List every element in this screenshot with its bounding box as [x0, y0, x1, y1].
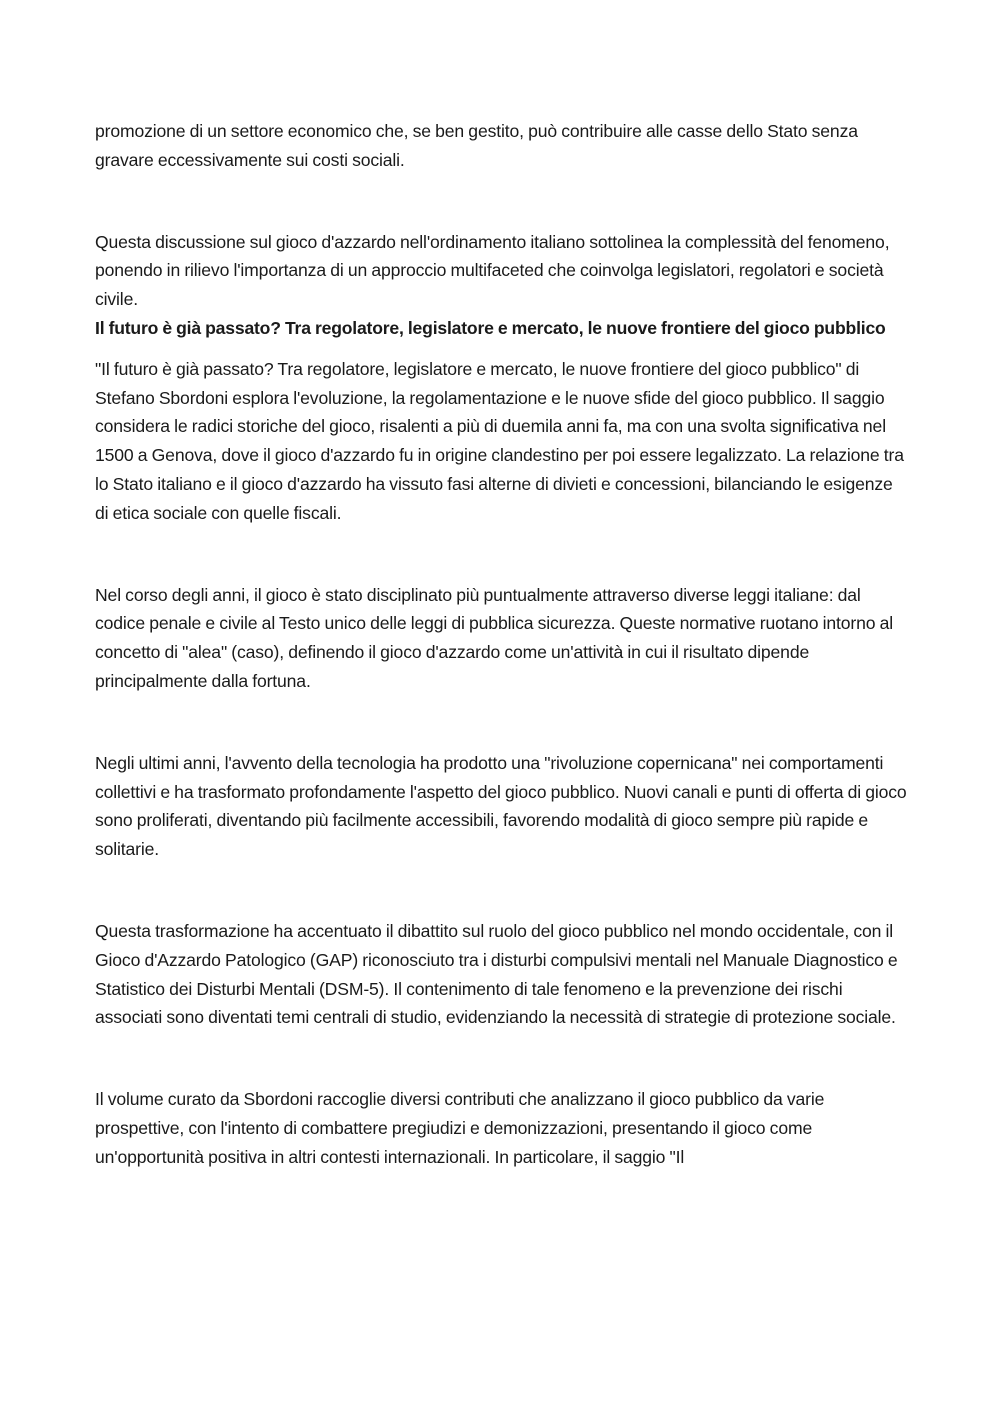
paragraph-technology: Negli ultimi anni, l'avvento della tecnologia ha prodotto una "rivoluzione copernicana" nei comportamenti collettivi e ha trasformato profondamente l'aspetto del gioco pubblico. Nuovi canali e punti di offerta di gioco sono proliferati, diventando più facilmente accessibili, favorendo modalità di gioco sempre più rapide e solitarie.: [95, 752, 907, 860]
section-heading: Il futuro è già passato? Tra regolatore, legislatore e mercato, le nuove frontiere del gioco pubblico: [95, 317, 886, 338]
paragraph-volume-contributions: Il volume curato da Sbordoni raccoglie diversi contributi che analizzano il gioco pubblico da varie prospettive, con l'intento di combattere pregiudizi e demonizzazioni, presentando il gioco come un'opportunità positiva in altri contesti internazionali. In particolare, il saggio "Il: [95, 1089, 825, 1167]
paragraph-discussion-summary: Questa discussione sul gioco d'azzardo nell'ordinamento italiano sottolinea la complessità del fenomeno, ponendo in rilievo l'importanza di un approccio multifaceted che coinvolga legislatori, regolatori e società civile.: [95, 231, 890, 310]
paragraph-legislation: Nel corso degli anni, il gioco è stato disciplinato più puntualmente attraverso diverse leggi italiane: dal codice penale e civile al Testo unico delle leggi di pubblica sicurezza. Queste normative ruotano intorno al concetto di "alea" (caso), definendo il gioco d'azzardo come un'attività in cui il risultato dipende principalmente dalla fortuna.: [95, 584, 893, 691]
document-page: [95, 117, 910, 1172]
paragraph-intro-continuation: promozione di un settore economico che, se ben gestito, può contribuire alle casse dello Stato senza gravare eccessivamente sui costi sociali.: [95, 121, 858, 170]
paragraph-gap-debate: Questa trasformazione ha accentuato il dibattito sul ruolo del gioco pubblico nel mondo occidentale, con il Gioco d'Azzardo Patologico (GAP) riconosciuto tra i disturbi compulsivi mentali nel Manuale Diagnostico e Statistico dei Disturbi Mentali (DSM-5). Il contenimento di tale fenomeno e la prevenzione dei rischi associati sono diventati temi centrali di studio, evidenziando la necessità di strategie di protezione sociale.: [95, 920, 898, 1028]
paragraph-book-overview: "Il futuro è già passato? Tra regolatore, legislatore e mercato, le nuove frontiere del gioco pubblico" di Stefano Sbordoni esplora l'evoluzione, la regolamentazione e le nuove sfide del gioco pubblico. Il saggio considera le radici storiche del gioco, risalenti a più di duemila anni fa, ma con una svolta significativa nel 1500 a Genova, dove il gioco d'azzardo fu in origine clandestino per poi essere legalizzato. La relazione tra lo Stato italiano e il gioco d'azzardo ha vissuto fasi alterne di divieti e concessioni, bilanciando le esigenze di etica sociale con quelle fiscali.: [95, 358, 904, 523]
